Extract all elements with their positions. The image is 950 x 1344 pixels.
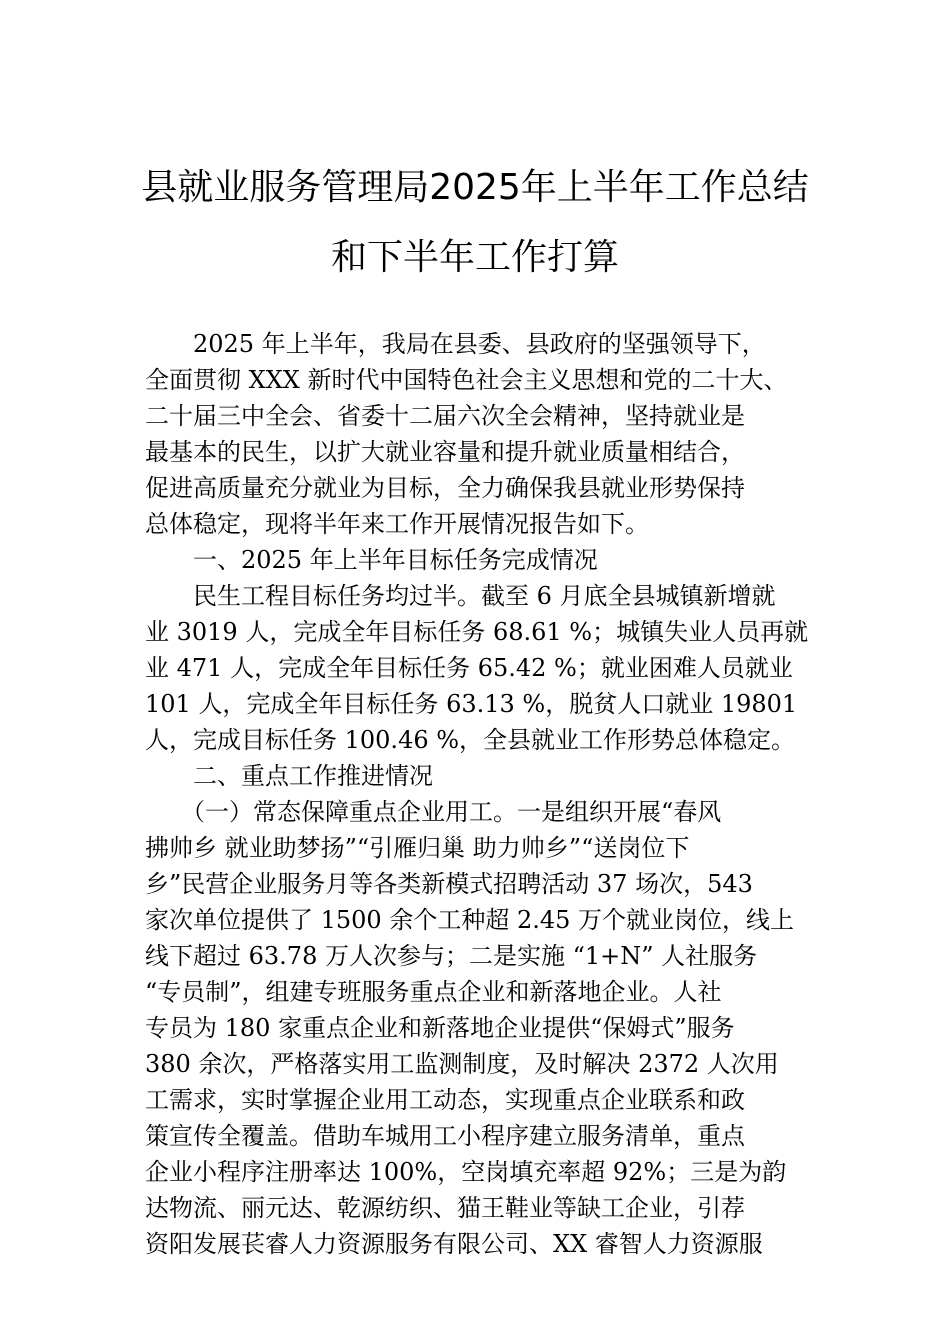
body-line: 101 人，完成全年目标任务 63.13 %，脱贫人口就业 19801 [145,690,798,718]
body-line: 业 471 人，完成全年目标任务 65.42 %；就业困难人员就业 [145,654,793,682]
body-line: 2025 年上半年，我局在县委、县政府的坚强领导下， [145,330,766,358]
body-line: （一）常态保障重点企业用工。一是组织开展“春风 [145,798,722,826]
section-heading: 一、2025 年上半年目标任务完成情况 [145,546,598,574]
body-line: 资阳发展苌睿人力资源服务有限公司、XX 睿智人力资源服 [145,1230,763,1258]
body-line: “专员制”，组建专班服务重点企业和新落地企业。人社 [145,978,722,1006]
body-line: 乡”民营企业服务月等各类新模式招聘活动 37 场次，543 [145,870,753,898]
body-line: 家次单位提供了 1500 余个工种超 2.45 万个就业岗位，线上 [145,906,795,934]
body-line: 企业小程序注册率达 100%，空岗填充率超 92%；三是为韵 [145,1158,787,1186]
body-line: 工需求，实时掌握企业用工动态，实现重点企业联系和政 [145,1086,745,1114]
body-line: 达物流、丽元达、乾源纺织、猫王鞋业等缺工企业，引荐 [145,1194,745,1222]
body-line: 拂帅乡 就业助梦扬”“引雁归巢 助力帅乡”“送岗位下 [145,834,690,862]
body-line: 促进高质量充分就业为目标，全力确保我县就业形势保持 [145,474,745,502]
document-title-line-1: 县就业服务管理局2025年上半年工作总结 [141,167,809,208]
body-line: 策宣传全覆盖。借助车城用工小程序建立服务清单，重点 [145,1122,745,1150]
body-line: 全面贯彻 XXX 新时代中国特色社会主义思想和党的二十大、 [145,366,788,394]
body-line: 380 余次，严格落实用工监测制度，及时解决 2372 人次用 [145,1050,779,1078]
body-line: 最基本的民生，以扩大就业容量和提升就业质量相结合， [145,438,745,466]
body-line: 线下超过 63.78 万人次参与；二是实施 “1+N” 人社服务 [145,942,758,970]
section-heading: 二、重点工作推进情况 [145,762,433,790]
body-line: 二十届三中全会、省委十二届六次全会精神，坚持就业是 [145,402,745,430]
body-line: 民生工程目标任务均过半。截至 6 月底全县城镇新增就 [145,582,776,610]
document-title-line-2: 和下半年工作打算 [330,237,619,278]
body-line: 专员为 180 家重点企业和新落地企业提供“保姆式”服务 [145,1014,735,1042]
body-line: 总体稳定，现将半年来工作开展情况报告如下。 [145,510,649,538]
body-line: 人，完成目标任务 100.46 %，全县就业工作形势总体稳定。 [145,726,796,754]
body-line: 业 3019 人，完成全年目标任务 68.61 %；城镇失业人员再就 [145,618,809,646]
